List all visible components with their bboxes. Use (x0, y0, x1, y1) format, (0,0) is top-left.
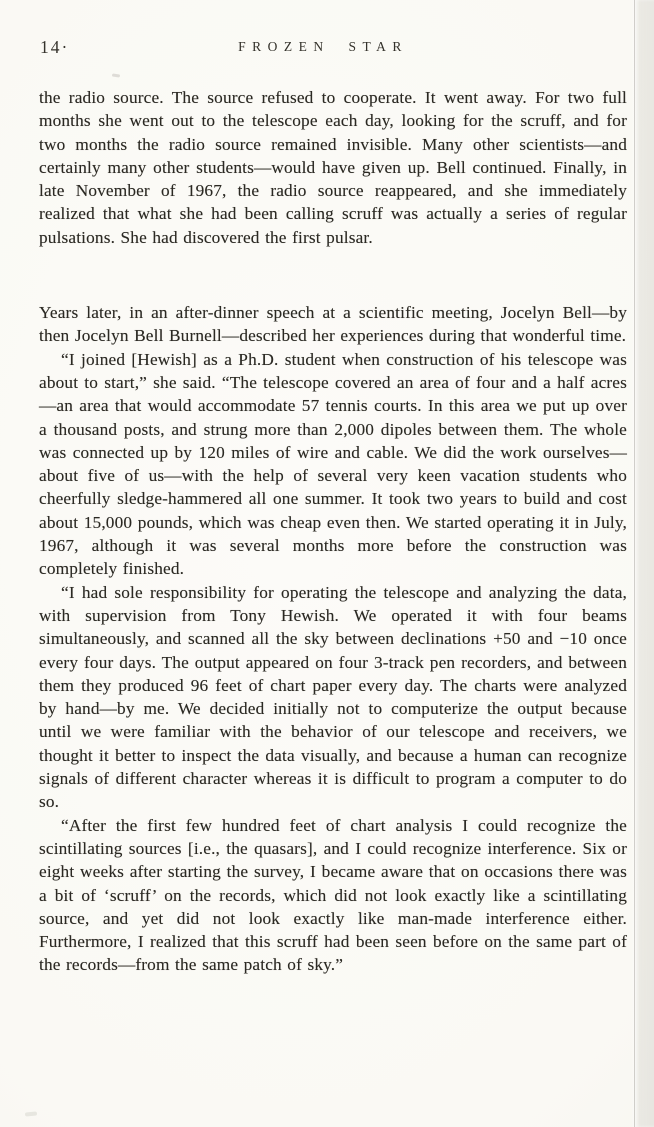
scan-speck (25, 1111, 37, 1116)
paragraph-radio-source: the radio source. The source refused to cooperate. It went away. For two full months she went out to the telescope each day, looking for the scruff, and for two months the radio source remained invisible. Many other scientists—and certainly many other students—would have given up. Bell continued. Finally, in late November of 1967, the radio source reappeared, and she immediately realized that what she had been calling scruff was actually a series of regular pulsations. She had discovered the first pulsar. (39, 88, 627, 247)
body-text (39, 86, 627, 977)
page-edge-shadow (634, 0, 654, 1127)
running-header (40, 36, 606, 60)
book-title: FROZEN STAR (238, 39, 408, 54)
paragraph-quote-joined-hewish: “I joined [Hewish] as a Ph.D. student when construction of his telescope was about to start,” she said. “The telescope covered an area of four and a half acres—an area that would accommodate 57 tennis courts. In this area we put up over a thousand posts, and strung more than 2,000 dipoles between them. The whole was connected up by 120 miles of wire and cable. We did the work ourselves—about five of us—with the help of several very keen vacation students who cheerfully sledge-hammered all one summer. It took two years to build and cost about 15,000 pounds, which was cheap even then. We started operating it in July, 1967, although it was several months more before the construction was completely finished. (39, 349, 627, 579)
paragraph-quote-chart-analysis: “After the first few hundred feet of chart analysis I could recognize the scintillating sources [i.e., the quasars], and I could recognize interference. Six or eight weeks after starting the survey, I became aware that on occasions there was a bit of ‘scruff’ on the records, which did not look exactly like a scintillating source, and yet did not look exactly like man-made interference either. Furthermore, I realized that this scruff had been seen before on the same part of the records—from the same patch of sky.” (39, 815, 627, 975)
paragraph-years-later: Years later, in an after-dinner speech at a scientific meeting, Jocelyn Bell—by then Jocelyn Bell Burnell—described her experiences during that wonderful time. (39, 303, 627, 346)
paragraph-quote-sole-responsibility: “I had sole responsibility for operating the telescope and analyzing the data, with supervision from Tony Hewish. We operated it with four beams simultaneously, and scanned all the sky between declinations +50 and −10 once every four days. The output appeared on four 3-track pen recorders, and between them they produced 96 feet of chart paper every day. The charts were analyzed by hand—by me. We decided initially not to computerize the output because until we were familiar with the behavior of our telescope and receivers, we thought it better to inspect the data visually, and because a human can recognize signals of different character whereas it is difficult to program a computer to do so. (39, 582, 627, 812)
page-number: 14· (40, 37, 70, 57)
scan-speck (112, 73, 120, 77)
